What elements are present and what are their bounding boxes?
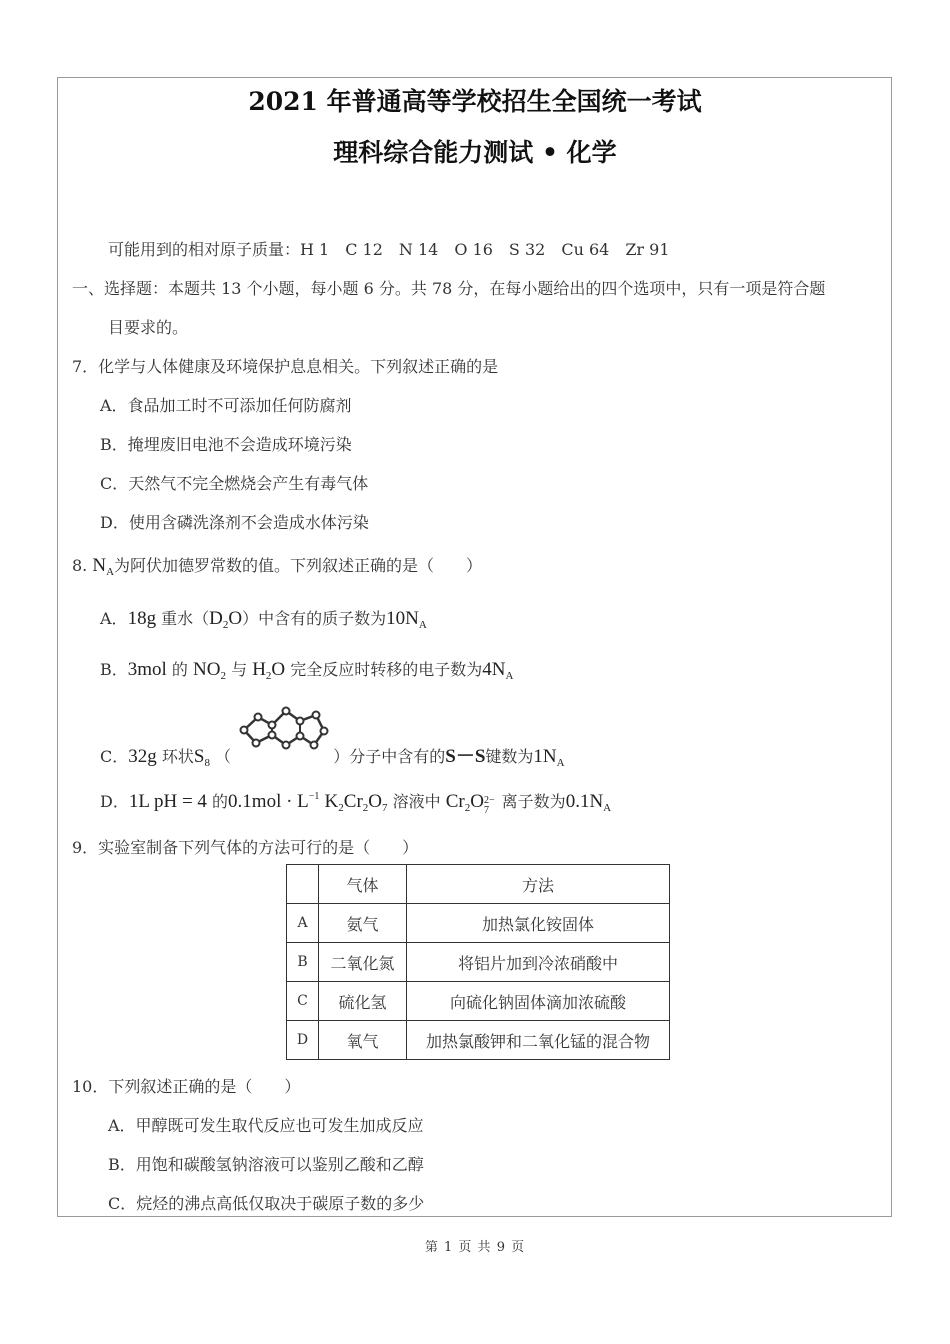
- q8-stem-text: 为阿伏加德罗常数的值。下列叙述正确的是（ ）: [114, 556, 483, 575]
- table-row: B 二氧化氮 将铝片加到冷浓硝酸中: [287, 943, 670, 982]
- q7-option-a: A．食品加工时不可添加任何防腐剂: [100, 396, 352, 415]
- q10-option-b: B．用饱和碳酸氢钠溶液可以鉴别乙酸和乙醇: [108, 1155, 424, 1174]
- formula-k2cr2o7: $K_2Cr_2O_7$: [324, 791, 388, 814]
- q8-option-a: A．18g 重水$(D_2O)$中含有的质子数为$10N_A$: [100, 608, 427, 631]
- q8-option-c: C．32g 环状$S_8$ （ ）分子中含有的S－S键数为$1N_A$: [100, 746, 565, 769]
- table-row: C 硫化氢 向硫化钠固体滴加浓硫酸: [287, 982, 670, 1021]
- q8-option-d: D．1L pH = 4 的$0.1mol \cdot L^{-1}$ $K_2Cr_2O_7$ 溶液中 $Cr_2O$ 2− 7 离子数为$0.1N_A$: [100, 791, 612, 816]
- q7-option-d: D．使用含磷洗涤剂不会造成水体污染: [100, 513, 369, 532]
- formula-d2o: $D_2O$: [209, 608, 243, 631]
- q8-option-b: B．3mol 的 $NO_2$ 与 $H_2O$ 完全反应时转移的电子数为$4N_A$: [100, 659, 514, 682]
- formula-h2o: $H_2O$: [252, 659, 286, 682]
- section-instructions-cont: 目要求的。: [108, 318, 189, 337]
- formula-no2: $NO_2$: [193, 659, 226, 682]
- section-instructions: 一、选择题：本题共 13 个小题，每小题 6 分。共 78 分，在每小题给出的四个选项中，只有一项是符合题: [72, 279, 826, 298]
- q8-stem: [72, 553, 482, 578]
- q8-na-symbol: $N_A$: [92, 555, 115, 578]
- q7-stem: 7．化学与人体健康及环境保护息息相关。下列叙述正确的是: [72, 357, 499, 376]
- gas-preparation-table: [286, 864, 670, 1060]
- table-row: A 氨气 加热氯化铵固体: [287, 904, 670, 943]
- q7-option-c: C．天然气不完全燃烧会产生有毒气体: [100, 474, 369, 493]
- exam-subtitle: 理科综合能力测试 • 化学: [333, 138, 617, 167]
- formula-s8: $S_8$: [193, 746, 210, 769]
- q10-option-c: C．烷烃的沸点高低仅取决于碳原子数的多少: [108, 1194, 425, 1213]
- formula-cr2o7-ion: $Cr_2O$ 2− 7: [445, 791, 495, 816]
- q9-stem: 9．实验室制备下列气体的方法可行的是（ ）: [72, 838, 419, 857]
- atomic-masses: 可能用到的相对原子质量：H 1 C 12 N 14 O 16 S 32 Cu 64 Zr 91: [108, 240, 670, 259]
- page-number: 第 1 页 共 9 页: [424, 1240, 526, 1255]
- q10-stem: 10．下列叙述正确的是（ ）: [72, 1077, 301, 1096]
- q10-option-a: A．甲醇既可发生取代反应也可发生加成反应: [108, 1116, 424, 1135]
- table-header-row: 气体 方法: [287, 865, 670, 904]
- exam-title: 2021 年普通高等学校招生全国统一考试: [248, 87, 702, 116]
- q7-option-b: B．掩埋废旧电池不会造成环境污染: [100, 435, 352, 454]
- q8-number: 8.: [72, 556, 88, 575]
- table-row: D 氧气 加热氯酸钾和二氧化锰的混合物: [287, 1021, 670, 1060]
